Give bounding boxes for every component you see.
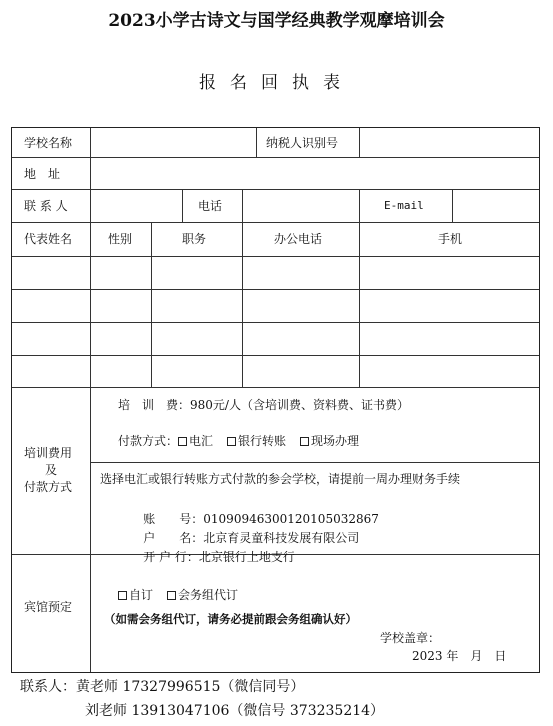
contact-line-1: 联系人：黄老师 17327996515（微信同号） — [20, 679, 305, 695]
bank-row — [128, 536, 295, 578]
account-name-value: 北京育灵童科技发展有限公司 — [203, 531, 360, 545]
payment-method-label: 付款方式： — [118, 434, 179, 448]
phone-label: 电话 — [198, 199, 223, 213]
bank-transfer-checkbox[interactable] — [227, 437, 236, 446]
wire-transfer-label: 电汇 — [189, 434, 214, 448]
row-divider — [12, 322, 539, 323]
date-label: 2023 年 月 日 — [412, 649, 507, 663]
row-divider — [12, 289, 539, 290]
row-divider — [12, 189, 539, 190]
row-divider — [12, 256, 539, 257]
hotel-booking-label: 宾馆预定 — [24, 600, 73, 614]
row-divider — [12, 387, 539, 388]
col-divider — [90, 554, 91, 672]
document-title: 2023小学古诗文与国学经典教学观摩培训会 — [108, 11, 445, 31]
fee-section-label-and: 及 — [45, 463, 58, 477]
col-divider — [359, 222, 360, 387]
onsite-payment-label: 现场办理 — [311, 434, 360, 448]
payment-method-row — [118, 434, 359, 448]
contact-label: 联 系 人 — [24, 199, 68, 213]
row-divider — [90, 462, 539, 463]
office-phone-header: 办公电话 — [274, 232, 323, 246]
organizer-booking-label: 会务组代订 — [178, 588, 239, 602]
contact-line-2: 刘老师 13913047106（微信号 373235214） — [85, 703, 385, 719]
school-name-label: 学校名称 — [24, 136, 73, 150]
row-divider — [12, 355, 539, 356]
contact-field[interactable] — [92, 192, 180, 220]
col-divider — [242, 222, 243, 387]
col-divider — [359, 128, 360, 157]
bank-label: 开 户 行： — [143, 550, 199, 564]
fee-section-label-payment: 付款方式 — [24, 480, 73, 494]
school-name-field[interactable] — [92, 130, 254, 155]
row-divider — [12, 222, 539, 223]
email-label: E-mail — [384, 199, 424, 212]
hotel-booking-note: （如需会务组代订，请务必提前跟会务组确认好） — [104, 612, 357, 626]
self-booking-label: 自订 — [129, 588, 154, 602]
bank-transfer-label: 银行转账 — [238, 434, 287, 448]
col-divider — [90, 128, 91, 554]
col-divider — [242, 189, 243, 222]
training-fee-text: 培 训 费：980元/人（含培训费、资料费、证书费） — [118, 398, 409, 412]
col-divider — [256, 128, 257, 157]
self-booking-checkbox[interactable] — [118, 591, 127, 600]
phone-field[interactable] — [244, 192, 357, 220]
gender-header: 性别 — [108, 232, 133, 246]
col-divider — [359, 189, 360, 222]
email-field[interactable] — [454, 192, 537, 220]
school-seal-label: 学校盖章： — [380, 631, 441, 645]
address-field[interactable] — [92, 160, 537, 187]
col-divider — [182, 189, 183, 222]
row-divider — [12, 157, 539, 158]
col-divider — [452, 189, 453, 222]
onsite-payment-checkbox[interactable] — [300, 437, 309, 446]
position-header: 职务 — [182, 232, 207, 246]
col-divider — [151, 222, 152, 387]
registration-table — [11, 127, 540, 673]
rep-name-header: 代表姓名 — [24, 232, 73, 246]
account-number-value: 0109094630012010503286​7 — [203, 512, 379, 526]
mobile-header: 手机 — [438, 232, 463, 246]
hotel-options-row — [118, 588, 238, 602]
account-name-label: 户 名： — [143, 531, 204, 545]
address-label: 地 址 — [24, 167, 61, 181]
form-subtitle: 报名回执表 — [199, 73, 354, 93]
bank-value: 北京银行上地支行 — [198, 550, 295, 564]
account-number-label: 账 号： — [143, 512, 204, 526]
organizer-booking-checkbox[interactable] — [167, 591, 176, 600]
tax-id-field[interactable] — [361, 130, 537, 155]
tax-id-label: 纳税人识别号 — [266, 136, 339, 150]
fee-section-label: 培训费用 — [24, 446, 73, 460]
payment-notice: 选择电汇或银行转账方式付款的参会学校，请提前一周办理财务手续 — [100, 472, 461, 486]
wire-transfer-checkbox[interactable] — [178, 437, 187, 446]
